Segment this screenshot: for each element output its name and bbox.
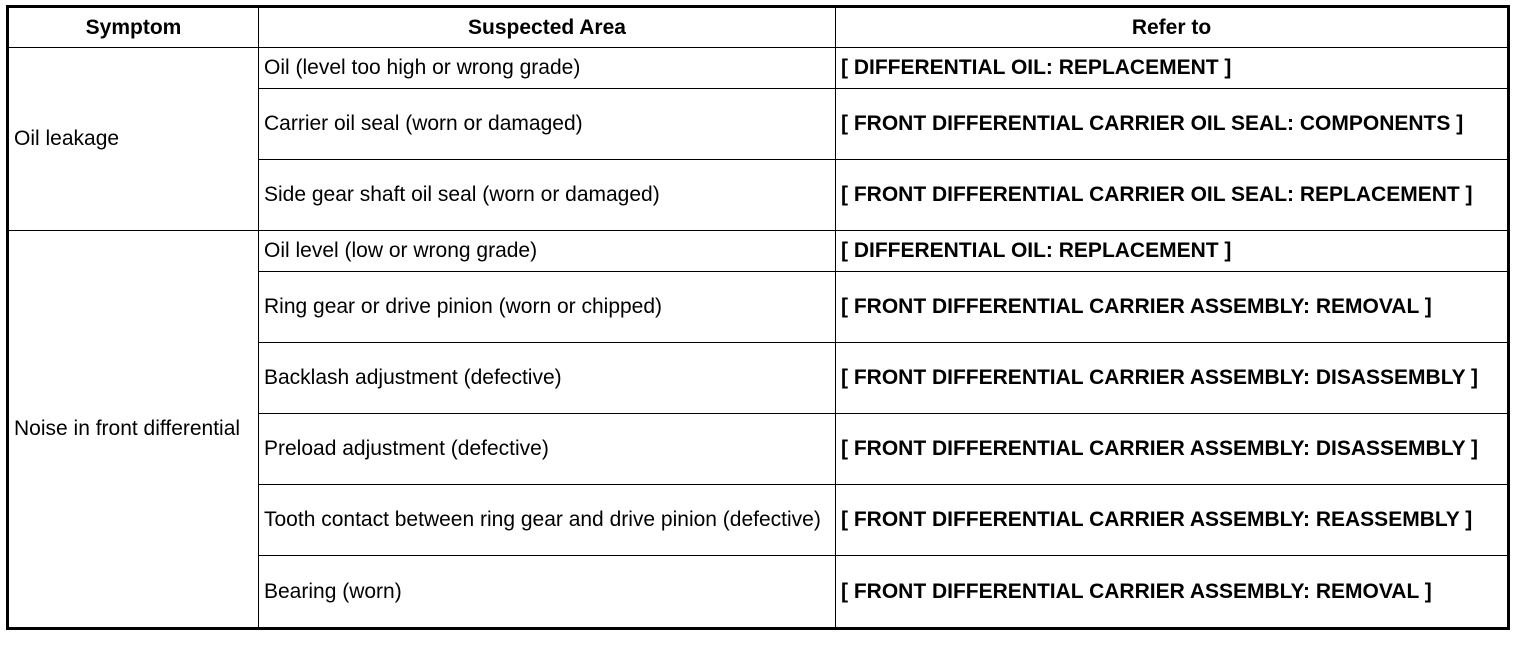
suspected-area-cell: Tooth contact between ring gear and drive pinion (defective) [259, 485, 836, 556]
symptom-cell: Noise in front differential [8, 231, 259, 629]
suspected-area-cell: Oil (level too high or wrong grade) [259, 48, 836, 89]
header-symptom: Symptom [8, 7, 259, 48]
refer-to-link[interactable]: [ FRONT DIFFERENTIAL CARRIER ASSEMBLY: DISASSEMBLY ] [836, 343, 1509, 414]
suspected-area-cell: Preload adjustment (defective) [259, 414, 836, 485]
header-refer-to: Refer to [836, 7, 1509, 48]
suspected-area-cell: Carrier oil seal (worn or damaged) [259, 89, 836, 160]
table-row [8, 48, 1509, 89]
refer-to-link[interactable]: [ DIFFERENTIAL OIL: REPLACEMENT ] [836, 231, 1509, 272]
refer-to-link[interactable]: [ FRONT DIFFERENTIAL CARRIER ASSEMBLY: DISASSEMBLY ] [836, 414, 1509, 485]
refer-to-link[interactable]: [ DIFFERENTIAL OIL: REPLACEMENT ] [836, 48, 1509, 89]
suspected-area-cell: Side gear shaft oil seal (worn or damaged) [259, 160, 836, 231]
suspected-area-cell: Bearing (worn) [259, 556, 836, 629]
troubleshooting-table [6, 5, 1510, 630]
suspected-area-cell: Ring gear or drive pinion (worn or chipped) [259, 272, 836, 343]
refer-to-link[interactable]: [ FRONT DIFFERENTIAL CARRIER ASSEMBLY: REMOVAL ] [836, 556, 1509, 629]
header-suspected-area: Suspected Area [259, 7, 836, 48]
suspected-area-cell: Oil level (low or wrong grade) [259, 231, 836, 272]
refer-to-link[interactable]: [ FRONT DIFFERENTIAL CARRIER ASSEMBLY: REASSEMBLY ] [836, 485, 1509, 556]
refer-to-link[interactable]: [ FRONT DIFFERENTIAL CARRIER ASSEMBLY: REMOVAL ] [836, 272, 1509, 343]
refer-to-link[interactable]: [ FRONT DIFFERENTIAL CARRIER OIL SEAL: COMPONENTS ] [836, 89, 1509, 160]
table-row [8, 231, 1509, 272]
refer-to-link[interactable]: [ FRONT DIFFERENTIAL CARRIER OIL SEAL: REPLACEMENT ] [836, 160, 1509, 231]
header-row [8, 7, 1509, 48]
symptom-cell: Oil leakage [8, 48, 259, 231]
suspected-area-cell: Backlash adjustment (defective) [259, 343, 836, 414]
